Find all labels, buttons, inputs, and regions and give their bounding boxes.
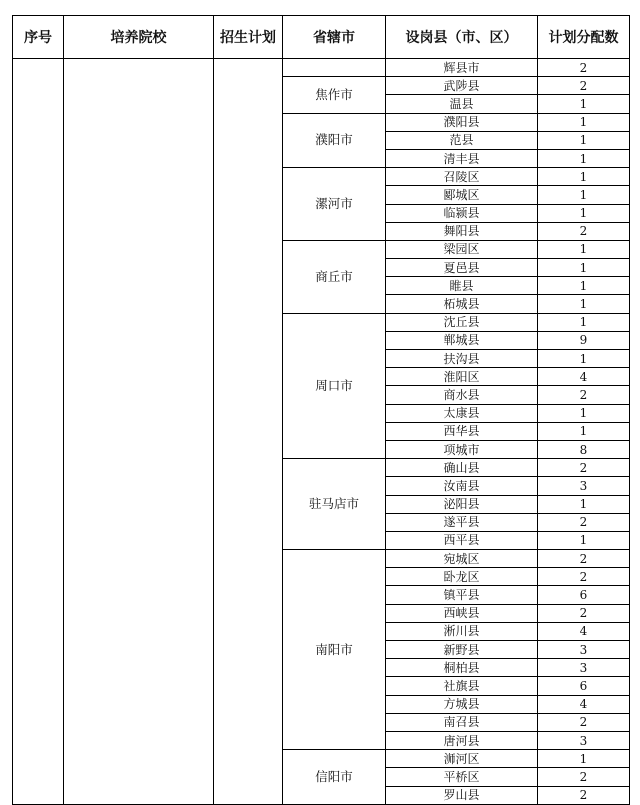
county-cell: 唐河县 bbox=[386, 731, 538, 749]
county-cell: 太康县 bbox=[386, 404, 538, 422]
quota-cell: 2 bbox=[538, 59, 630, 77]
county-cell: 夏邑县 bbox=[386, 259, 538, 277]
quota-cell: 2 bbox=[538, 604, 630, 622]
county-cell: 泌阳县 bbox=[386, 495, 538, 513]
header-school: 培养院校 bbox=[64, 16, 214, 59]
county-cell: 罗山县 bbox=[386, 786, 538, 804]
quota-cell: 1 bbox=[538, 350, 630, 368]
county-cell: 召陵区 bbox=[386, 168, 538, 186]
county-cell: 南召县 bbox=[386, 713, 538, 731]
county-cell: 郸城县 bbox=[386, 331, 538, 349]
county-cell: 淮阳区 bbox=[386, 368, 538, 386]
quota-cell: 3 bbox=[538, 477, 630, 495]
quota-cell: 1 bbox=[538, 277, 630, 295]
table-row bbox=[13, 59, 630, 77]
quota-cell: 2 bbox=[538, 222, 630, 240]
county-cell: 西峡县 bbox=[386, 604, 538, 622]
city-cell bbox=[283, 59, 386, 77]
county-cell: 柘城县 bbox=[386, 295, 538, 313]
county-cell: 临颍县 bbox=[386, 204, 538, 222]
county-cell: 汝南县 bbox=[386, 477, 538, 495]
county-cell: 清丰县 bbox=[386, 149, 538, 167]
county-cell: 温县 bbox=[386, 95, 538, 113]
city-cell: 周口市 bbox=[283, 313, 386, 459]
quota-cell: 1 bbox=[538, 259, 630, 277]
county-cell: 社旗县 bbox=[386, 677, 538, 695]
quota-cell: 2 bbox=[538, 786, 630, 804]
table-body bbox=[13, 59, 630, 805]
quota-cell: 4 bbox=[538, 368, 630, 386]
quota-cell: 6 bbox=[538, 677, 630, 695]
quota-cell: 1 bbox=[538, 422, 630, 440]
quota-cell: 2 bbox=[538, 386, 630, 404]
county-cell: 扶沟县 bbox=[386, 350, 538, 368]
quota-cell: 2 bbox=[538, 713, 630, 731]
quota-cell: 9 bbox=[538, 331, 630, 349]
quota-cell: 4 bbox=[538, 622, 630, 640]
quota-cell: 1 bbox=[538, 204, 630, 222]
quota-cell: 2 bbox=[538, 568, 630, 586]
county-cell: 沈丘县 bbox=[386, 313, 538, 331]
quota-cell: 1 bbox=[538, 149, 630, 167]
city-cell: 焦作市 bbox=[283, 77, 386, 113]
quota-cell: 2 bbox=[538, 77, 630, 95]
county-cell: 宛城区 bbox=[386, 550, 538, 568]
city-cell: 商丘市 bbox=[283, 240, 386, 313]
city-cell: 漯河市 bbox=[283, 168, 386, 241]
header-row bbox=[13, 16, 630, 59]
city-cell: 信阳市 bbox=[283, 750, 386, 805]
header-serial: 序号 bbox=[13, 16, 64, 59]
quota-cell: 1 bbox=[538, 295, 630, 313]
quota-cell: 1 bbox=[538, 750, 630, 768]
county-cell: 新野县 bbox=[386, 641, 538, 659]
city-cell: 南阳市 bbox=[283, 550, 386, 750]
quota-cell: 1 bbox=[538, 313, 630, 331]
serial-cell bbox=[13, 59, 64, 805]
county-cell: 睢县 bbox=[386, 277, 538, 295]
county-cell: 镇平县 bbox=[386, 586, 538, 604]
header-quota: 计划分配数 bbox=[538, 16, 630, 59]
quota-cell: 3 bbox=[538, 659, 630, 677]
quota-cell: 1 bbox=[538, 495, 630, 513]
quota-cell: 1 bbox=[538, 531, 630, 549]
quota-cell: 2 bbox=[538, 459, 630, 477]
header-city: 省辖市 bbox=[283, 16, 386, 59]
county-cell: 桐柏县 bbox=[386, 659, 538, 677]
quota-cell: 6 bbox=[538, 586, 630, 604]
county-cell: 遂平县 bbox=[386, 513, 538, 531]
plan-cell bbox=[214, 59, 283, 805]
quota-cell: 8 bbox=[538, 440, 630, 458]
quota-cell: 1 bbox=[538, 95, 630, 113]
county-cell: 淅川县 bbox=[386, 622, 538, 640]
county-cell: 梁园区 bbox=[386, 240, 538, 258]
county-cell: 方城县 bbox=[386, 695, 538, 713]
county-cell: 范县 bbox=[386, 131, 538, 149]
city-cell: 驻马店市 bbox=[283, 459, 386, 550]
quota-table bbox=[12, 15, 630, 805]
quota-cell: 2 bbox=[538, 768, 630, 786]
quota-cell: 3 bbox=[538, 731, 630, 749]
quota-cell: 2 bbox=[538, 550, 630, 568]
county-cell: 商水县 bbox=[386, 386, 538, 404]
quota-cell: 2 bbox=[538, 513, 630, 531]
quota-cell: 1 bbox=[538, 168, 630, 186]
county-cell: 确山县 bbox=[386, 459, 538, 477]
quota-cell: 1 bbox=[538, 240, 630, 258]
county-cell: 辉县市 bbox=[386, 59, 538, 77]
quota-cell: 1 bbox=[538, 113, 630, 131]
quota-cell: 1 bbox=[538, 404, 630, 422]
quota-cell: 1 bbox=[538, 131, 630, 149]
county-cell: 郾城区 bbox=[386, 186, 538, 204]
quota-cell: 4 bbox=[538, 695, 630, 713]
quota-cell: 3 bbox=[538, 641, 630, 659]
county-cell: 项城市 bbox=[386, 440, 538, 458]
county-cell: 武陟县 bbox=[386, 77, 538, 95]
school-cell bbox=[64, 59, 214, 805]
header-plan: 招生计划 bbox=[214, 16, 283, 59]
county-cell: 西华县 bbox=[386, 422, 538, 440]
county-cell: 卧龙区 bbox=[386, 568, 538, 586]
header-county: 设岗县（市、区） bbox=[386, 16, 538, 59]
county-cell: 浉河区 bbox=[386, 750, 538, 768]
county-cell: 平桥区 bbox=[386, 768, 538, 786]
county-cell: 舞阳县 bbox=[386, 222, 538, 240]
county-cell: 濮阳县 bbox=[386, 113, 538, 131]
city-cell: 濮阳市 bbox=[283, 113, 386, 168]
county-cell: 西平县 bbox=[386, 531, 538, 549]
quota-cell: 1 bbox=[538, 186, 630, 204]
